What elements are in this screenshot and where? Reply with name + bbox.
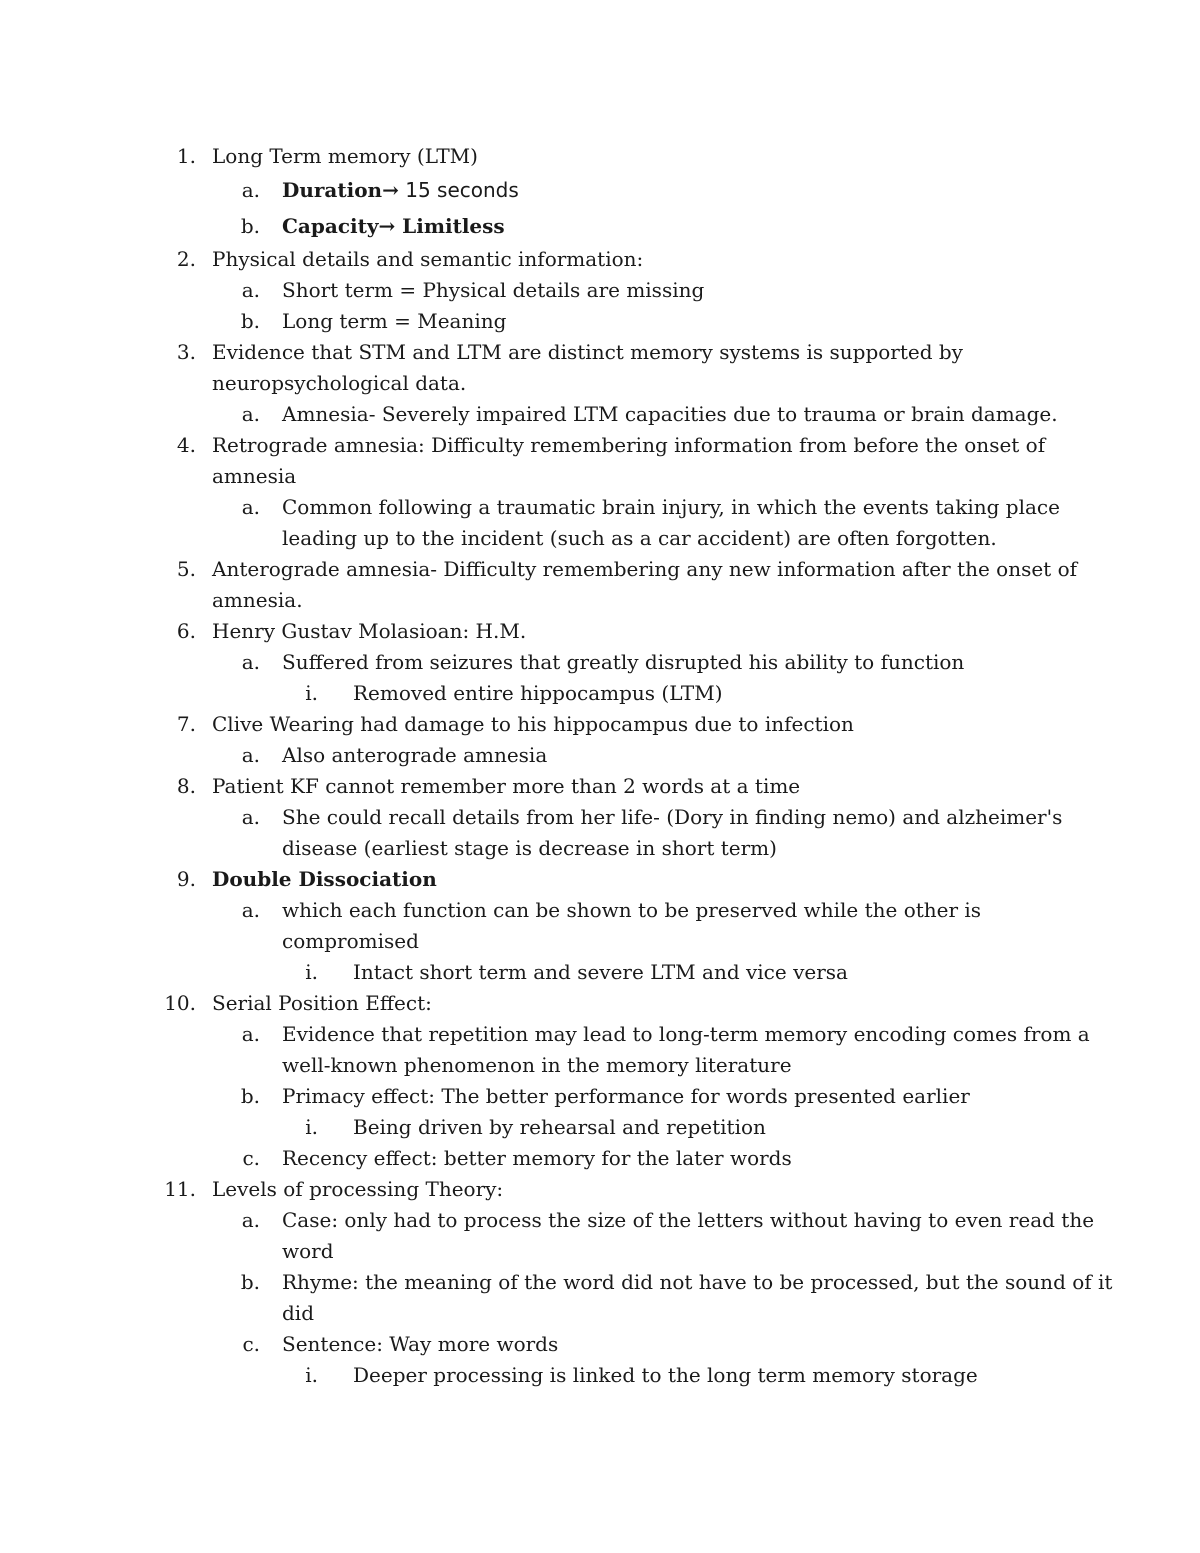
item-text: Rhyme: the meaning of the word did not have to be processed, but the sound of it	[282, 1270, 1113, 1294]
list-item	[0, 647, 1200, 678]
item-number: 8.	[176, 774, 196, 798]
item-number: 3.	[176, 340, 196, 364]
item-text: neuropsychological data.	[212, 371, 467, 395]
item-text: Patient KF cannot remember more than 2 words at a time	[212, 774, 801, 798]
item-letter: a.	[241, 1022, 260, 1046]
item-text: Short term = Physical details are missing	[282, 278, 705, 302]
item-text: Clive Wearing had damage to his hippocampus due to infection	[212, 712, 854, 736]
list-item	[0, 709, 1200, 740]
item-letter: a.	[241, 805, 260, 829]
list-item	[0, 802, 1200, 833]
item-text: Evidence that repetition may lead to long-term memory encoding comes from a	[282, 1022, 1090, 1046]
item-text: Sentence: Way more words	[282, 1332, 559, 1356]
item-text: did	[282, 1301, 315, 1325]
list-item-continuation	[0, 1236, 1200, 1267]
list-item	[0, 988, 1200, 1019]
item-text: Evidence that STM and LTM are distinct memory systems is supported by	[212, 340, 963, 364]
item-text: She could recall details from her life- (Dory in finding nemo) and alzheimer's	[282, 805, 1063, 829]
item-text: Double Dissociation	[212, 867, 437, 891]
list-item	[0, 1205, 1200, 1236]
item-text: Also anterograde amnesia	[282, 743, 548, 767]
list-item	[0, 244, 1200, 275]
duration-value: 15 seconds	[398, 178, 519, 202]
list-item	[0, 678, 1200, 709]
list-item-continuation	[0, 1298, 1200, 1329]
list-item-continuation	[0, 926, 1200, 957]
list-item	[0, 554, 1200, 585]
item-letter: b.	[240, 1270, 260, 1294]
item-text: Being driven by rehearsal and repetition	[353, 1115, 766, 1139]
item-text: Recency effect: better memory for the later words	[282, 1146, 792, 1170]
item-number: 11.	[164, 1177, 196, 1201]
item-text: Common following a traumatic brain injury, in which the events taking place	[282, 495, 1060, 519]
list-item-continuation	[0, 368, 1200, 399]
item-text: Intact short term and severe LTM and vice versa	[353, 960, 848, 984]
item-roman: i.	[305, 681, 318, 705]
list-item-continuation	[0, 523, 1200, 554]
item-text: Levels of processing Theory:	[212, 1177, 504, 1201]
list-item	[0, 1329, 1200, 1360]
item-letter: a.	[241, 178, 260, 202]
item-letter: a.	[241, 650, 260, 674]
item-text: which each function can be shown to be preserved while the other is	[282, 898, 982, 922]
list-item	[0, 1174, 1200, 1205]
list-item-continuation	[0, 833, 1200, 864]
item-text: Deeper processing is linked to the long term memory storage	[353, 1363, 978, 1387]
item-number: 7.	[176, 712, 196, 736]
item-text: Removed entire hippocampus (LTM)	[353, 681, 723, 705]
item-number: 9.	[176, 867, 196, 891]
item-text: Henry Gustav Molasioan: H.M.	[212, 619, 527, 643]
item-text: Serial Position Effect:	[212, 991, 432, 1015]
list-item	[0, 208, 1200, 244]
item-text: disease (earliest stage is decrease in short term)	[282, 836, 777, 860]
item-text: leading up to the incident (such as a car accident) are often forgotten.	[282, 526, 997, 550]
item-roman: i.	[305, 1115, 318, 1139]
duration-label: Duration→	[282, 178, 399, 202]
item-letter: c.	[242, 1332, 260, 1356]
item-letter: b.	[240, 1084, 260, 1108]
item-text: Case: only had to process the size of the letters without having to even read the	[282, 1208, 1095, 1232]
list-item	[0, 1019, 1200, 1050]
item-text: compromised	[282, 929, 419, 953]
list-item	[0, 771, 1200, 802]
list-item	[0, 306, 1200, 337]
item-letter: a.	[241, 495, 260, 519]
item-text: amnesia.	[212, 588, 303, 612]
item-text: Anterograde amnesia- Difficulty remembering any new information after the onset of	[212, 557, 1078, 581]
list-item	[0, 740, 1200, 771]
list-item	[0, 1143, 1200, 1174]
item-text	[282, 172, 519, 208]
item-text: Suffered from seizures that greatly disrupted his ability to function	[282, 650, 965, 674]
list-item	[0, 1081, 1200, 1112]
item-text: Physical details and semantic information:	[212, 247, 644, 271]
item-letter: a.	[241, 402, 260, 426]
list-item-continuation	[0, 1050, 1200, 1081]
item-roman: i.	[305, 960, 318, 984]
list-item	[0, 864, 1200, 895]
list-item	[0, 616, 1200, 647]
item-text: well-known phenomenon in the memory literature	[282, 1053, 792, 1077]
item-text: word	[282, 1239, 334, 1263]
list-item	[0, 430, 1200, 461]
item-letter: b.	[240, 309, 260, 333]
item-roman: i.	[305, 1363, 318, 1387]
list-item	[0, 957, 1200, 988]
list-item-continuation	[0, 461, 1200, 492]
item-text: Long term = Meaning	[282, 309, 507, 333]
item-letter: a.	[241, 743, 260, 767]
list-item	[0, 275, 1200, 306]
list-item-continuation	[0, 585, 1200, 616]
list-item	[0, 399, 1200, 430]
item-letter: a.	[241, 278, 260, 302]
list-item	[0, 141, 1200, 172]
item-letter: b.	[240, 214, 260, 238]
list-item	[0, 1360, 1200, 1391]
item-number: 1.	[176, 144, 196, 168]
item-letter: a.	[241, 1208, 260, 1232]
item-number: 10.	[164, 991, 196, 1015]
outline-list	[0, 141, 1200, 1391]
item-number: 6.	[176, 619, 196, 643]
list-item	[0, 1267, 1200, 1298]
item-text: amnesia	[212, 464, 297, 488]
item-text: Primacy effect: The better performance for words presented earlier	[282, 1084, 970, 1108]
item-number: 5.	[176, 557, 196, 581]
list-item	[0, 172, 1200, 208]
item-text: Capacity→ Limitless	[282, 214, 505, 238]
item-letter: a.	[241, 898, 260, 922]
list-item	[0, 492, 1200, 523]
list-item	[0, 895, 1200, 926]
item-number: 4.	[176, 433, 196, 457]
item-letter: c.	[242, 1146, 260, 1170]
item-number: 2.	[176, 247, 196, 271]
item-text: Long Term memory (LTM)	[212, 144, 478, 168]
item-text: Amnesia- Severely impaired LTM capacities due to trauma or brain damage.	[282, 402, 1058, 426]
item-text: Retrograde amnesia: Difficulty remembering information from before the onset of	[212, 433, 1046, 457]
list-item	[0, 1112, 1200, 1143]
list-item	[0, 337, 1200, 368]
